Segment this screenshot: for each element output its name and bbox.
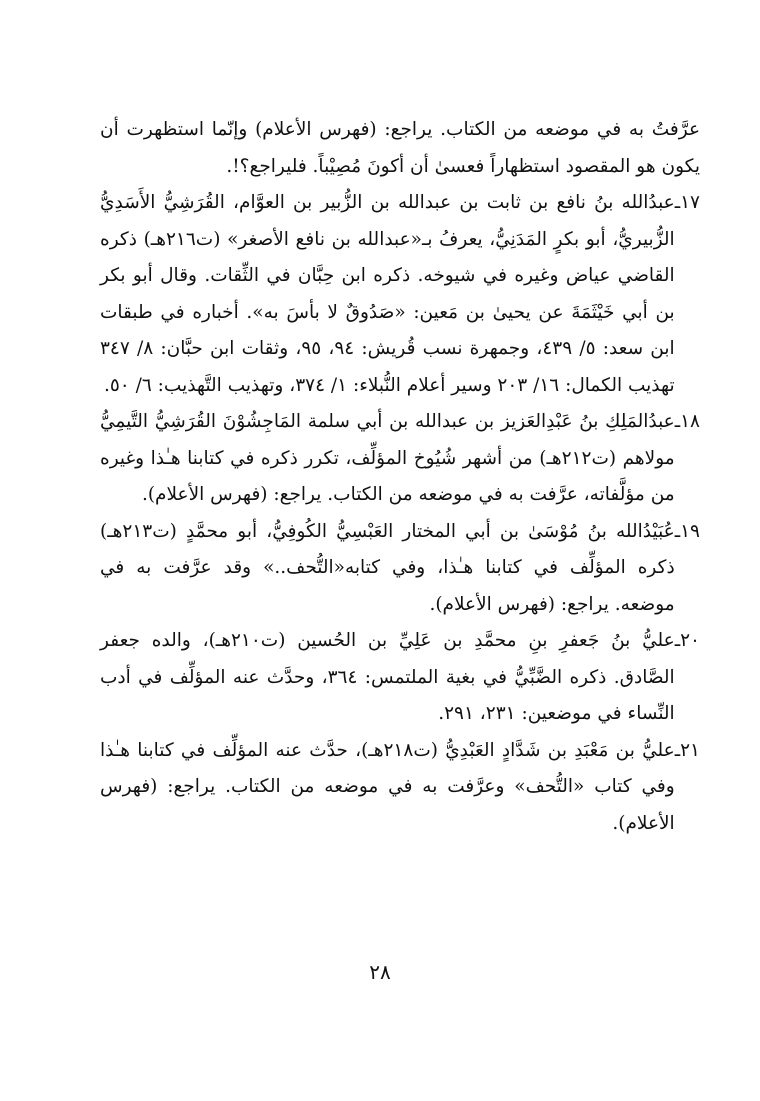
entry-number: ١٩ـ xyxy=(674,520,700,542)
entry-text: عُبَيْدُالله بنُ مُوْسَىٰ بن أبي المختار العَبْسِيُّ الكُوفِيُّ، أبو محمَّدٍ (ت٢١٣هـ) ذكره المؤلِّف في كتابنا هـٰذا، وفي كتابه«التُّحف..» وقد عرَّفت به في موضعه. يراجع: (فهرس الأعلام). xyxy=(100,520,675,615)
entry-number: ١٨ـ xyxy=(674,411,700,432)
text-block xyxy=(100,112,700,842)
page-number: ٢٨ xyxy=(369,960,391,984)
intro-paragraph: عرَّفتُ به في موضعه من الكتاب. يراجع: (فهرس الأعلام) وإنّما استظهرت أن يكون هو المقصود استظهاراً فعسىٰ أن أكونَ مُصِيْباً. فليراجع؟!. xyxy=(100,119,700,177)
entry-text: عليُّ بن مَعْبَدِ بن شَدَّادٍ العَبْدِيُّ (ت٢١٨هـ)، حدَّث عنه المؤلِّف في كتابنا هـٰذا وفي كتاب «التُّحف» وعرَّفت به في موضعه من الكتاب. يراجع: (فهرس الأعلام). xyxy=(100,739,675,834)
biography-entry-17 xyxy=(100,185,700,404)
entry-text: عبدُالله بنُ نافع بن ثابت بن عبدالله بن الزُّبير بن العوَّام، القُرَشِيُّ الأَسَدِيُّ الزُّبيريُّ، أبو بكرٍ المَدَنِيُّ، يعرفُ بـ«عبدالله بن نافع الأصغر» (ت٢١٦هـ) ذكره القاضي عياض وغيره في شيوخه. ذكره ابن حِبَّان في الثِّقات. وقال أبو بكر بن أبي خَيْثَمَةَ عن يحيىٰ بن مَعين: «صَدُوقٌ لا بأسَ به». أخباره في طبقات ابن سعد: ٥/ ٤٣٩، وجمهرة نسب قُريش: ٩٤، ٩٥، وثقات ابن حبَّان: ٨/ ٣٤٧ تهذيب الكمال: ١٦/ ٢٠٣ وسير أعلام النُّبلاء: ١/ ٣٧٤، وتهذيب التَّهذيب: ٦/ ٥٠. xyxy=(100,192,675,396)
entry-number: ٢٠ـ xyxy=(674,630,700,651)
entry-text: عبدُالمَلِكِ بنُ عَبْدِالعَزيز بن عبدالله بن أبي سلمة المَاجِشُوْنَ القُرَشِيُّ التَّيمِيُّ مولاهم (ت٢١٢هـ) من أشهر شُيُوخ المؤلِّف، تكرر ذكره في كتابنا هـٰذا وغيره من مؤلَّفاته، عرَّفت به في موضعه من الكتاب. يراجع: (فهرس الأعلام). xyxy=(100,411,675,505)
biography-entry-20 xyxy=(100,623,700,733)
entry-text: عليُّ بنُ جَعفرِ بنِ محمَّدِ بن عَلِيِّ بن الحُسين (ت٢١٠هـ)، والده جعفر الصَّادق. ذكره الضَّبِّيُّ في بغية الملتمس: ٣٦٤، وحدَّث عنه المؤلِّف في أدب النِّساء في موضعين: ٢٣١، ٢٩١. xyxy=(100,630,675,724)
entry-number: ٢١ـ xyxy=(674,739,700,761)
entry-number: ١٧ـ xyxy=(674,192,700,213)
biography-entry-21 xyxy=(100,733,700,843)
biography-entry-19 xyxy=(100,514,700,624)
biography-entry-18 xyxy=(100,404,700,514)
